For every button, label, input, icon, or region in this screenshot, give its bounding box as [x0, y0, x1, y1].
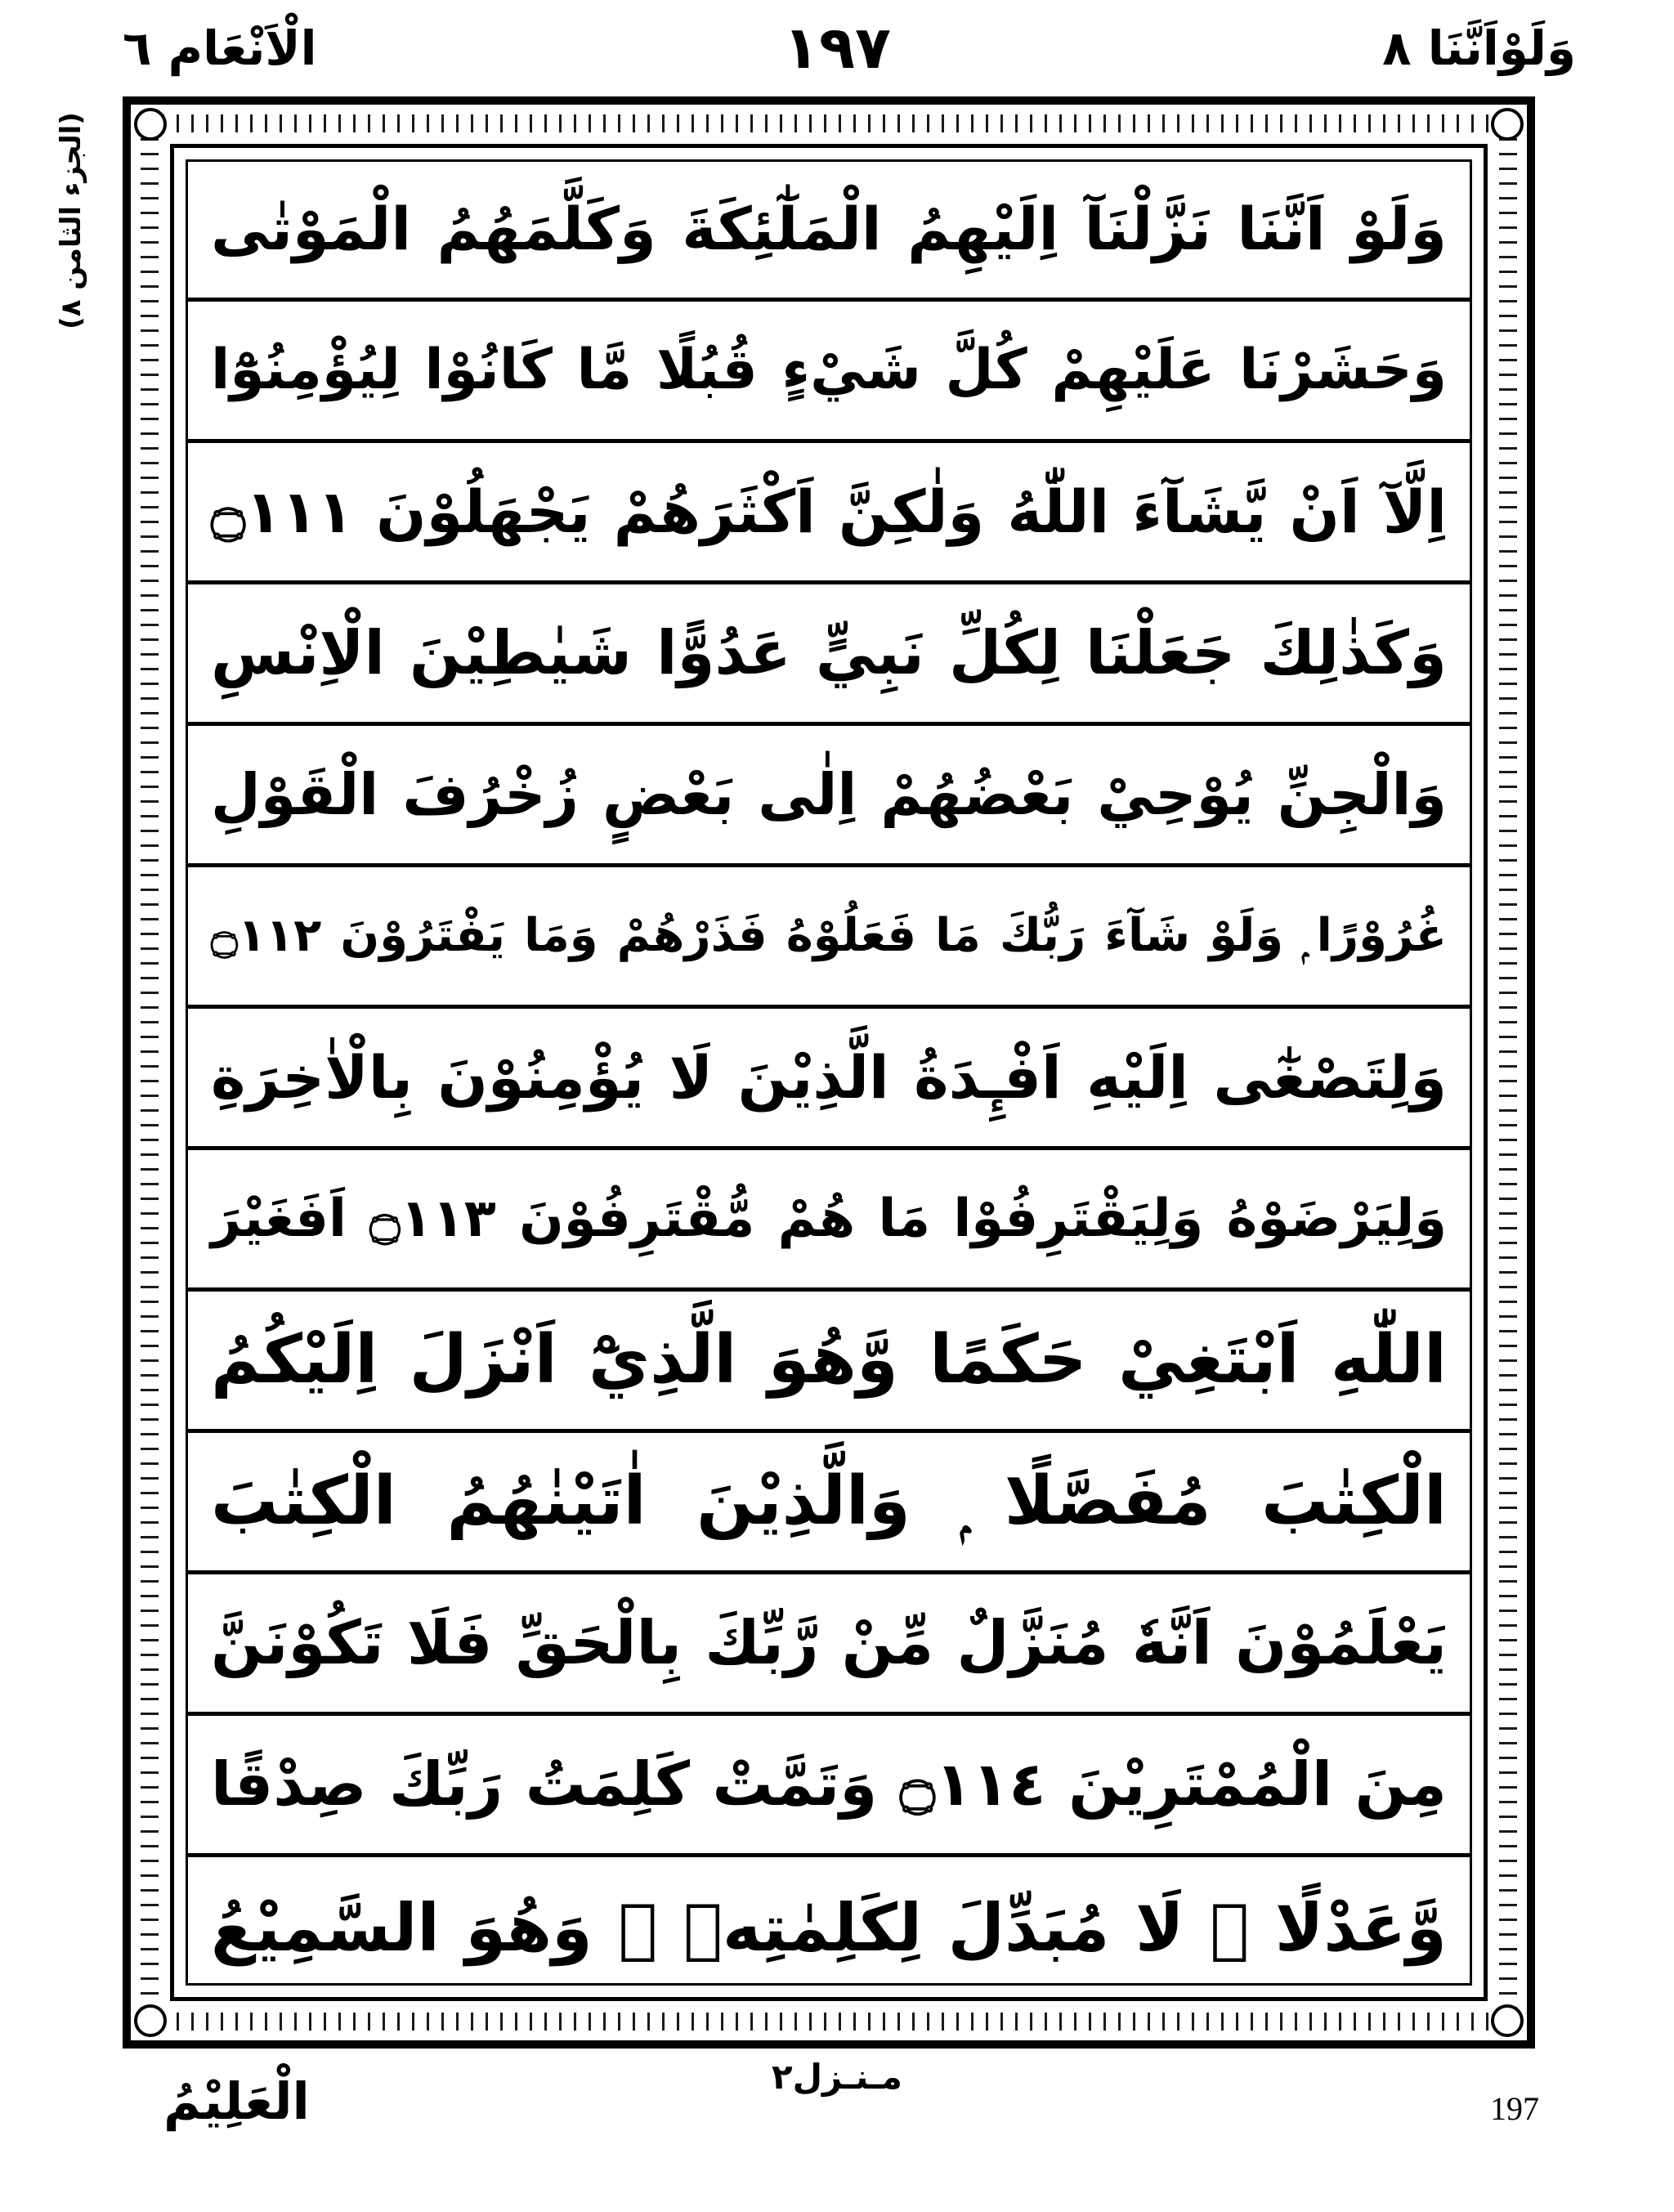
border-ornament-top	[147, 114, 1511, 132]
verse-line-text: وَلِيَرْضَوْهُ وَلِيَقْتَرِفُوْا مَا هُمْ مُّقْتَرِفُوْنَ ۝١١٣ اَفَغَيْرَ	[211, 1189, 1447, 1249]
verse-line-text: وَالْجِنِّ يُوْحِيْ بَعْضُهُمْ اِلٰى بَعْضٍ زُخْرُفَ الْقَوْلِ	[211, 761, 1447, 828]
verse-line	[186, 584, 1471, 726]
verse-line	[186, 1433, 1471, 1574]
verse-line	[186, 443, 1471, 584]
verse-line-text: وَكَذٰلِكَ جَعَلْنَا لِكُلِّ نَبِيٍّ عَدُوًّا شَيٰطِيْنَ الْاِنْسِ	[211, 618, 1447, 688]
border-ornament-bottom	[147, 2013, 1511, 2031]
corner-ornament-icon	[1491, 2004, 1524, 2037]
verse-line	[186, 302, 1471, 443]
footer-manzil: مـنـزل٢	[771, 2057, 903, 2097]
verse-line-text: الْكِتٰبَ مُفَصَّلًا ۭ وَالَّذِيْنَ اٰتَيْنٰهُمُ الْكِتٰبَ	[211, 1462, 1447, 1540]
verse-lines	[186, 160, 1471, 1985]
verse-line	[186, 1857, 1471, 1999]
footer-page-number: 197	[1490, 2090, 1539, 2127]
verse-line-text: وَلِتَصْغٰٓى اِلَيْهِ اَفْـِٕدَةُ الَّذِيْنَ لَا يُؤْمِنُوْنَ بِالْاٰخِرَةِ	[211, 1043, 1447, 1112]
verse-line	[186, 726, 1471, 867]
verse-line	[186, 1574, 1471, 1716]
verse-line	[186, 1716, 1471, 1857]
verse-line-text: مِنَ الْمُمْتَرِيْنَ ۝١١٤ وَتَمَّتْ كَلِمَتُ رَبِّكَ صِدْقًا	[211, 1749, 1447, 1820]
verse-line-text: اِلَّآ اَنْ يَّشَآءَ اللّٰهُ وَلٰكِنَّ اَكْثَرَهُمْ يَجْهَلُوْنَ ۝١١١	[211, 477, 1447, 546]
footer-catchword: الْعَلِيْمُ	[163, 2071, 310, 2131]
corner-ornament-icon	[134, 108, 167, 141]
header-juz-title: وَلَوْاَنَّنَا ٨	[1382, 20, 1576, 76]
corner-ornament-icon	[1491, 108, 1524, 141]
verse-line-text: غُرُوْرًا ۭ وَلَوْ شَآءَ رَبُّكَ مَا فَعَلُوْهُ فَذَرْهُمْ وَمَا يَفْتَرُوْنَ ۝١١٢	[211, 909, 1447, 962]
corner-ornament-icon	[134, 2004, 167, 2037]
verse-line-text: وَلَوْ اَنَّنَا نَزَّلْنَآ اِلَيْهِمُ الْمَلٰٓئِكَةَ وَكَلَّمَهُمُ الْمَوْتٰى	[211, 195, 1447, 263]
margin-juz-note-text: (الجزء الثامن ٨)	[55, 112, 87, 329]
header-page-number: ١٩٧	[783, 13, 891, 82]
border-ornament-right	[1499, 121, 1517, 2024]
verse-line	[186, 1150, 1471, 1292]
margin-juz-note	[43, 98, 100, 343]
header-surah-title: الْاَنْعَام ٦	[123, 20, 317, 76]
verse-line-text: اللّٰهِ اَبْتَغِيْ حَكَمًا وَّهُوَ الَّذِيْٓ اَنْزَلَ اِلَيْكُمُ	[211, 1321, 1447, 1399]
verse-line-text: يَعْلَمُوْنَ اَنَّهٗ مُنَزَّلٌ مِّنْ رَّبِّكَ بِالْحَقِّ فَلَا تَكُوْنَنَّ	[211, 1608, 1447, 1678]
verse-line-text: وَحَشَرْنَا عَلَيْهِمْ كُلَّ شَيْءٍ قُبُلًا مَّا كَانُوْا لِيُؤْمِنُوْٓا	[211, 338, 1447, 402]
verse-line-text: وَّعَدْلًا ۭ لَا مُبَدِّلَ لِكَلِمٰتِهٖ ۚ وَهُوَ السَّمِيْعُ	[211, 1889, 1447, 1966]
verse-line	[186, 867, 1471, 1009]
verse-line	[186, 1009, 1471, 1150]
page-frame	[123, 96, 1535, 2049]
border-ornament-left	[141, 121, 159, 2024]
verse-line	[186, 160, 1471, 302]
verse-line	[186, 1292, 1471, 1433]
